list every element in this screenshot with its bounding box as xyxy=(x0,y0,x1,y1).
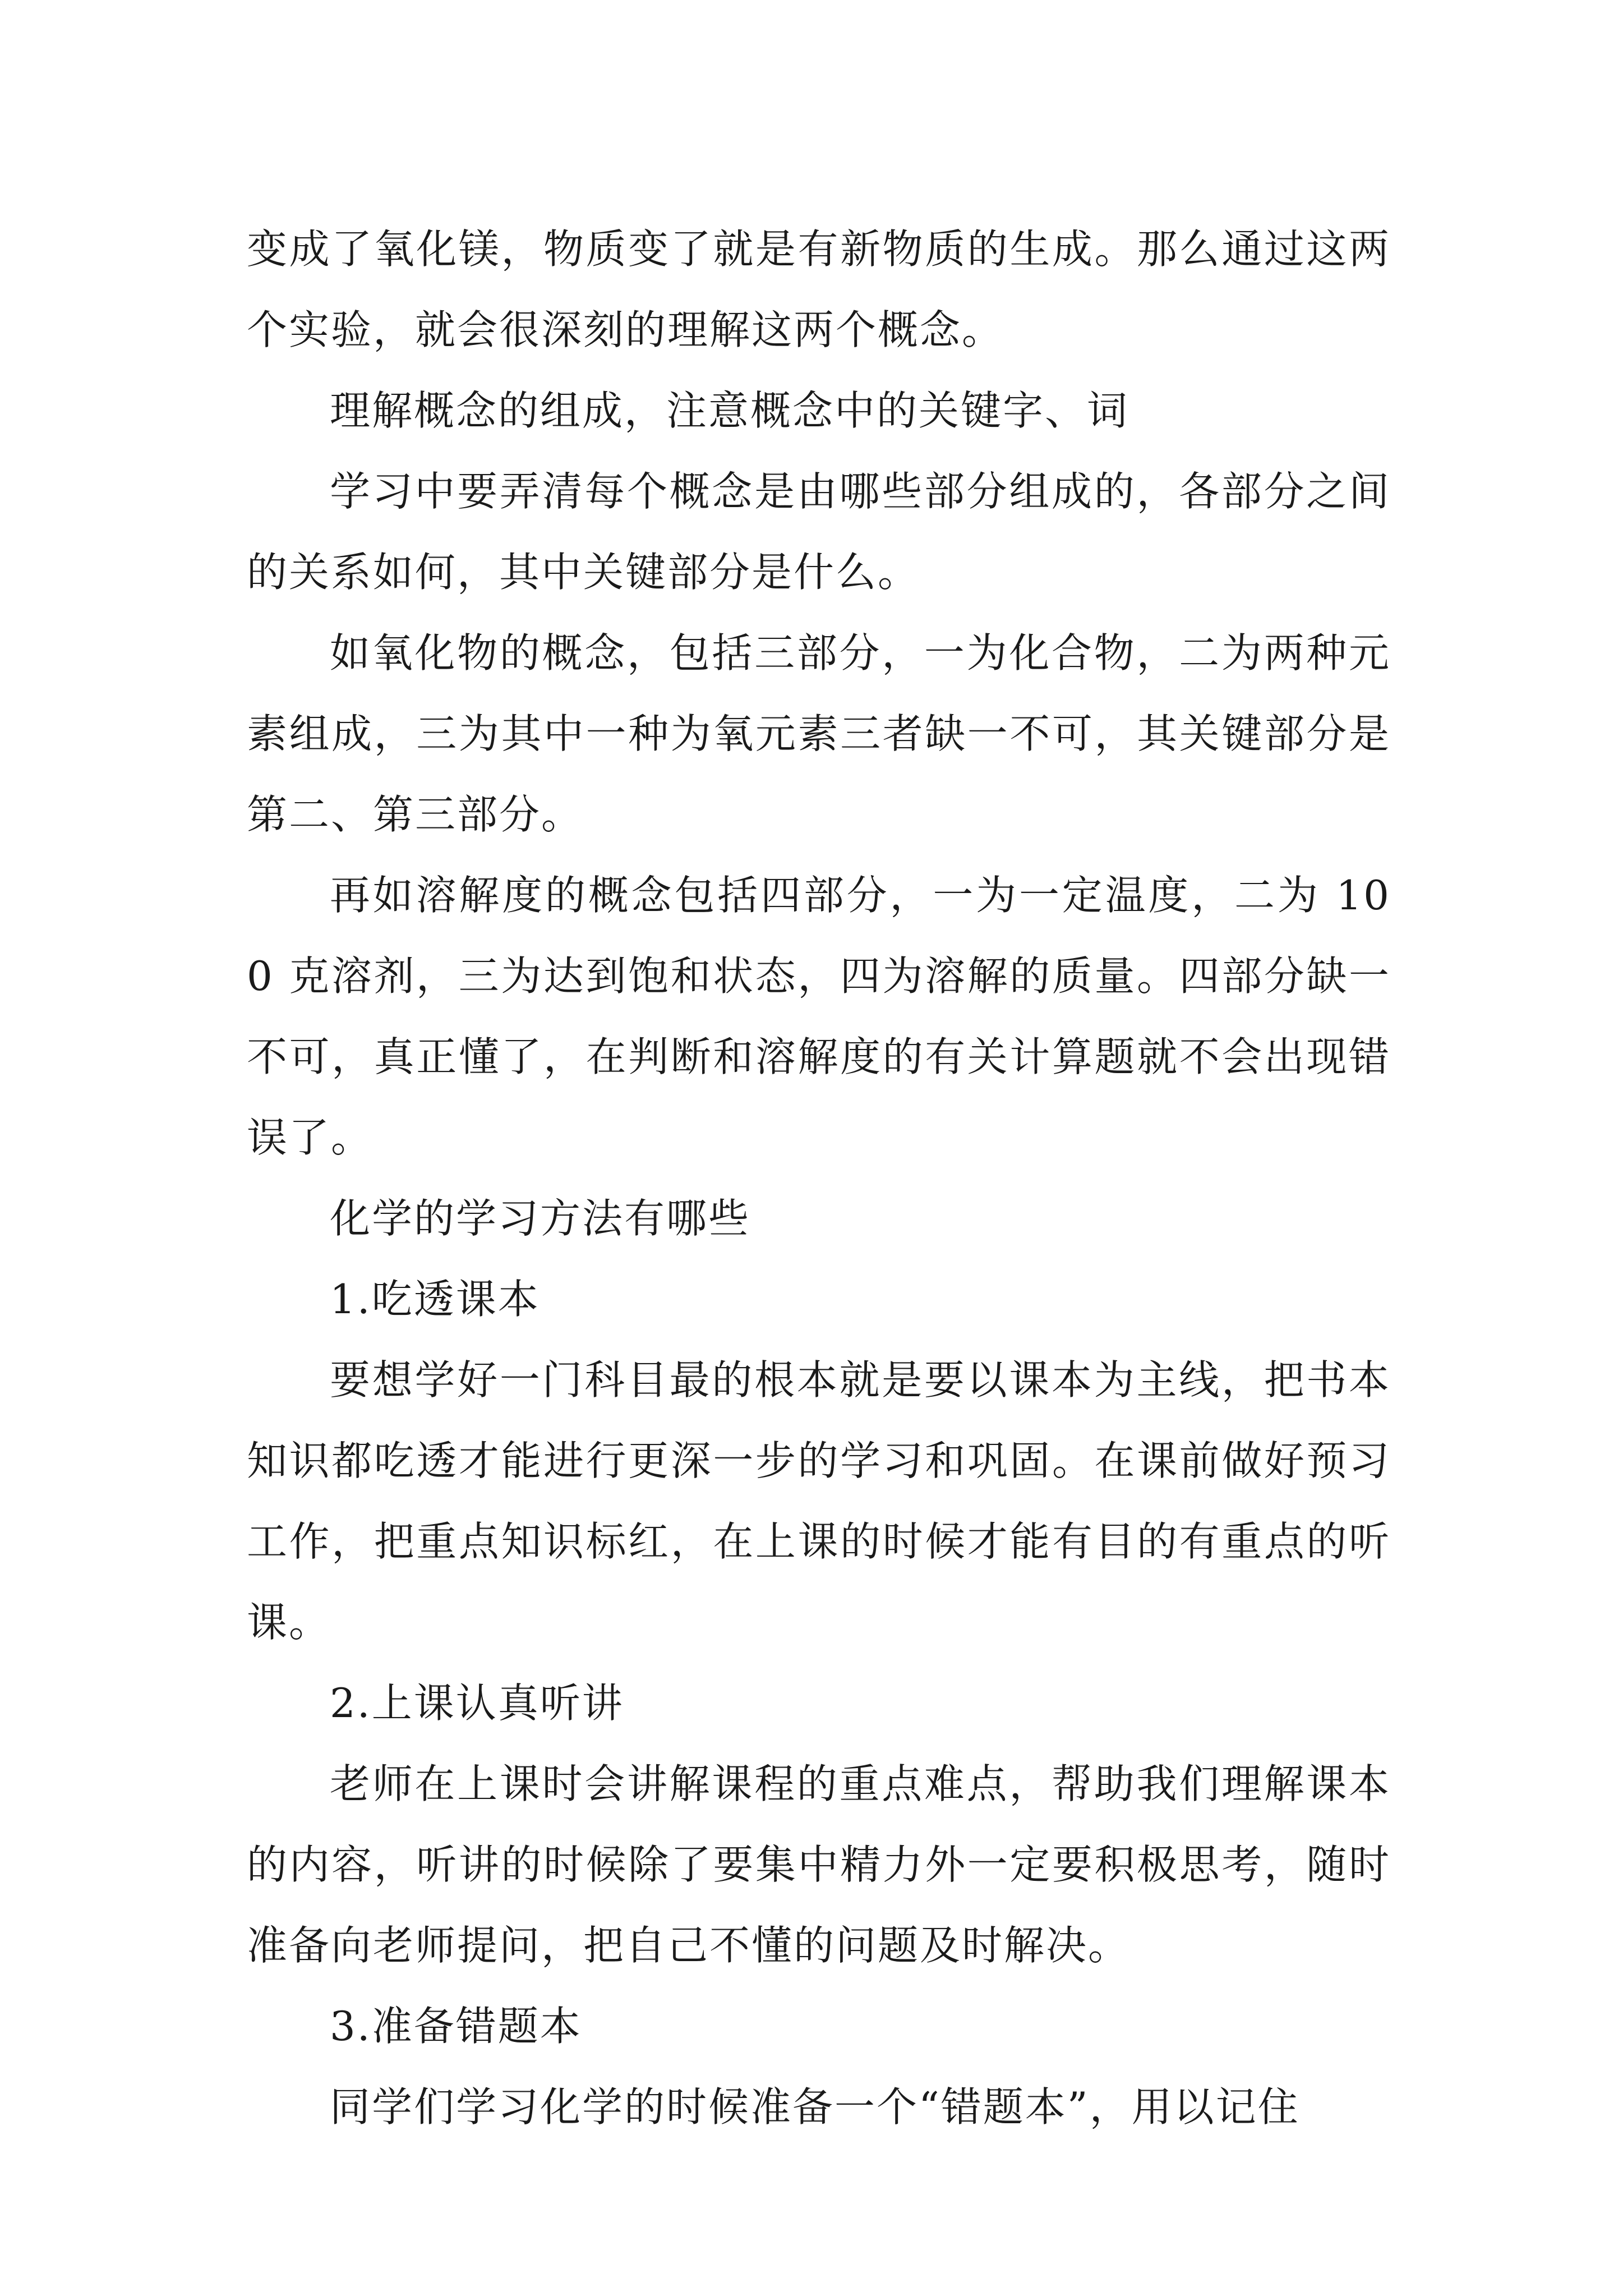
list-item-body-2: 老师在上课时会讲解课程的重点难点，帮助我们理解课本的内容，听讲的时候除了要集中精力外一定要积极思考，随时准备向老师提问，把自己不懂的问题及时解决。 xyxy=(247,1760,1391,1969)
section-heading-study-methods: 化学的学习方法有哪些 xyxy=(330,1195,751,1242)
paragraph-continuation: 变成了氧化镁，物质变了就是有新物质的生成。那么通过这两个实验，就会很深刻的理解这两个概念。 xyxy=(247,226,1391,353)
paragraph-solubility-example: 再如溶解度的概念包括四部分，一为一定温度，二为 100 克溶剂，三为达到饱和状态，四为溶解的质量。四部分缺一不可，真正懂了，在判断和溶解度的有关计算题就不会出现错误了。 xyxy=(247,872,1391,1161)
body-text xyxy=(247,209,1391,2147)
list-item-title-3: 3.准备错题本 xyxy=(330,2003,582,2050)
list-item-title-1: 1.吃透课本 xyxy=(330,1276,540,1323)
paragraph-oxide-example: 如氧化物的概念，包括三部分，一为化合物，二为两种元素组成，三为其中一种为氧元素三者缺一不可，其关键部分是第二、第三部分。 xyxy=(247,629,1391,838)
section-heading-concept-composition: 理解概念的组成，注意概念中的关键字、词 xyxy=(330,387,1129,434)
list-item-body-3: 同学们学习化学的时候准备一个“错题本”，用以记住 xyxy=(330,2083,1300,2131)
paragraph-composition: 学习中要弄清每个概念是由哪些部分组成的，各部分之间的关系如何，其中关键部分是什么。 xyxy=(247,468,1391,596)
list-item-title-2: 2.上课认真听讲 xyxy=(330,1680,624,1727)
list-item-body-1: 要想学好一门科目最的根本就是要以课本为主线，把书本知识都吃透才能进行更深一步的学习和巩固。在课前做好预习工作，把重点知识标红，在上课的时候才能有目的有重点的听课。 xyxy=(247,1356,1391,1646)
